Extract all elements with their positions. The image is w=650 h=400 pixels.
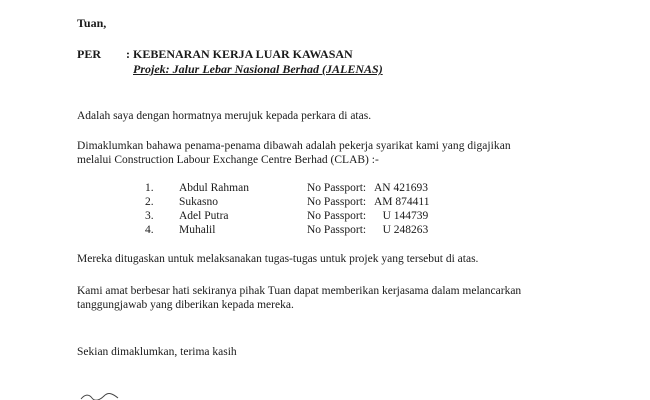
passport-number: AM 874411	[374, 196, 430, 208]
passport-label: No Passport:	[307, 196, 367, 208]
worker-name: Adel Putra	[179, 210, 229, 222]
notice-paragraph-line-2: melalui Construction Labour Exchange Centre Berhad (CLAB) :-	[77, 154, 379, 166]
closing-line: Sekian dimaklumkan, terima kasih	[77, 346, 237, 358]
passport-number: U 144739	[374, 210, 429, 222]
signature-mark	[80, 392, 120, 400]
worker-number: 1.	[145, 182, 154, 194]
assignment-paragraph: Mereka ditugaskan untuk melaksanakan tugas-tugas untuk projek yang tersebut di atas.	[77, 253, 479, 265]
passport-label: No Passport:	[307, 210, 367, 222]
worker-number: 3.	[145, 210, 154, 222]
worker-name: Muhalil	[179, 224, 216, 236]
passport-number: AN 421693	[374, 182, 428, 194]
worker-name: Abdul Rahman	[179, 182, 249, 194]
request-paragraph-line-2: tanggungjawab yang diberikan kepada mereka.	[77, 299, 294, 311]
intro-paragraph: Adalah saya dengan hormatnya merujuk kepada perkara di atas.	[77, 110, 372, 122]
worker-number: 2.	[145, 196, 154, 208]
subject-title: KEBENARAN KERJA LUAR KAWASAN	[133, 47, 353, 61]
subject-label: PER	[77, 47, 101, 61]
passport-number: U 248263	[374, 224, 429, 236]
request-paragraph-line-1: Kami amat berbesar hati sekiranya pihak Tuan dapat memberikan kerjasama dalam melancarkan	[77, 285, 522, 297]
subject-project: Projek: Jalur Lebar Nasional Berhad (JALENAS)	[133, 62, 383, 76]
notice-paragraph-line-1: Dimaklumkan bahawa penama-penama dibawah adalah pekerja syarikat kami yang digajikan	[77, 140, 511, 152]
passport-label: No Passport:	[307, 182, 367, 194]
subject-colon: :	[126, 47, 130, 61]
worker-number: 4.	[145, 224, 154, 236]
salutation: Tuan,	[77, 16, 107, 30]
passport-label: No Passport:	[307, 224, 367, 236]
worker-name: Sukasno	[179, 196, 218, 208]
